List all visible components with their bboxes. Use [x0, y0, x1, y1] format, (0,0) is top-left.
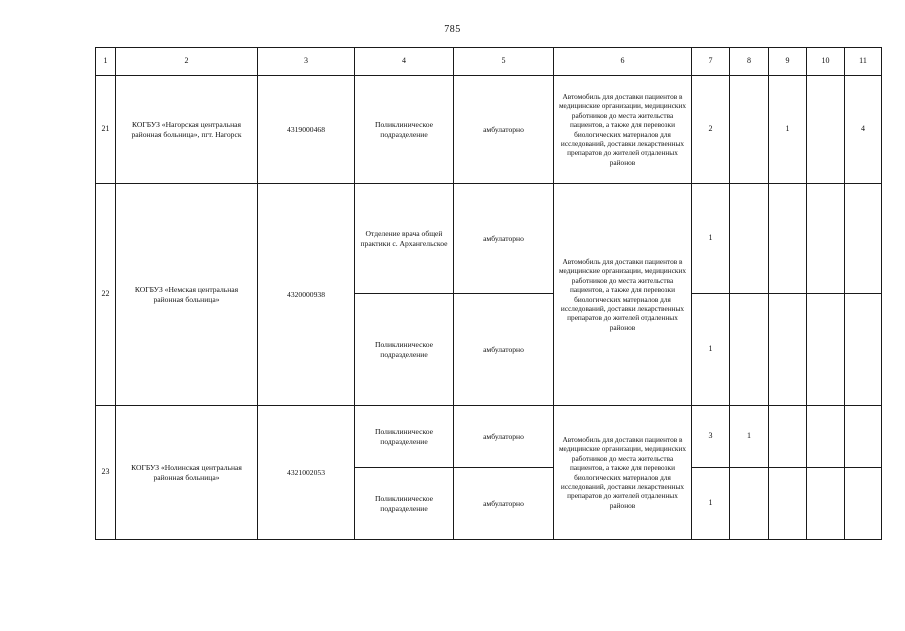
header-cell: 8 [730, 48, 769, 76]
count-col-7: 1 [692, 294, 730, 406]
inn-code: 4320000938 [258, 184, 355, 406]
header-cell: 10 [807, 48, 845, 76]
vehicle-purpose: Автомобиль для доставки пациентов в медицинские организации, медицинских работников до места жительства пациентов, а также для перевозки биологических материалов для исследований, доставки лекарственных препаратов до жителей отдаленных районов [554, 76, 692, 184]
row-number: 22 [96, 184, 116, 406]
subdivision-name: Отделение врача общей практики с. Архангельское [355, 184, 454, 294]
vehicle-purpose: Автомобиль для доставки пациентов в медицинские организации, медицинских работников до места жительства пациентов, а также для перевозки биологических материалов для исследований, доставки лекарственных препаратов до жителей отдаленных районов [554, 184, 692, 406]
count-col-8 [730, 294, 769, 406]
organization-name: КОГБУЗ «Нолинская центральная районная больница» [116, 406, 258, 540]
header-cell: 11 [845, 48, 882, 76]
table-row-22a [96, 184, 882, 294]
page-number: 785 [444, 24, 461, 35]
count-col-7: 3 [692, 406, 730, 468]
header-row [96, 48, 882, 76]
vehicle-allocation-table [95, 47, 882, 540]
subdivision-name: Поликлиническое подразделение [355, 406, 454, 468]
header-cell: 3 [258, 48, 355, 76]
count-col-7: 2 [692, 76, 730, 184]
care-mode: амбулаторно [454, 468, 554, 540]
vehicle-purpose: Автомобиль для доставки пациентов в медицинские организации, медицинских работников до места жительства пациентов, а также для перевозки биологических материалов для исследований, доставки лекарственных препаратов до жителей отдаленных районов [554, 406, 692, 540]
count-col-10 [807, 294, 845, 406]
table-row-23a [96, 406, 882, 468]
header-cell: 6 [554, 48, 692, 76]
subdivision-name: Поликлиническое подразделение [355, 468, 454, 540]
count-col-9: 1 [769, 76, 807, 184]
count-col-8 [730, 76, 769, 184]
header-cell: 7 [692, 48, 730, 76]
count-col-10 [807, 184, 845, 294]
subdivision-name: Поликлиническое подразделение [355, 294, 454, 406]
subdivision-name: Поликлиническое подразделение [355, 76, 454, 184]
count-col-10 [807, 76, 845, 184]
count-col-11 [845, 468, 882, 540]
care-mode: амбулаторно [454, 294, 554, 406]
count-col-8 [730, 184, 769, 294]
header-cell: 4 [355, 48, 454, 76]
count-col-9 [769, 184, 807, 294]
organization-name: КОГБУЗ «Нагорская центральная районная больница», пгт. Нагорск [116, 76, 258, 184]
header-cell: 2 [116, 48, 258, 76]
inn-code: 4321002053 [258, 406, 355, 540]
count-col-9 [769, 468, 807, 540]
care-mode: амбулаторно [454, 76, 554, 184]
inn-code: 4319000468 [258, 76, 355, 184]
row-number: 23 [96, 406, 116, 540]
count-col-8: 1 [730, 406, 769, 468]
row-number: 21 [96, 76, 116, 184]
count-col-11 [845, 406, 882, 468]
count-col-9 [769, 406, 807, 468]
header-cell: 1 [96, 48, 116, 76]
count-col-7: 1 [692, 184, 730, 294]
care-mode: амбулаторно [454, 184, 554, 294]
count-col-11: 4 [845, 76, 882, 184]
count-col-10 [807, 406, 845, 468]
header-cell: 5 [454, 48, 554, 76]
care-mode: амбулаторно [454, 406, 554, 468]
header-cell: 9 [769, 48, 807, 76]
table-row-21 [96, 76, 882, 184]
organization-name: КОГБУЗ «Немская центральная районная больница» [116, 184, 258, 406]
count-col-10 [807, 468, 845, 540]
count-col-11 [845, 184, 882, 294]
count-col-9 [769, 294, 807, 406]
count-col-11 [845, 294, 882, 406]
count-col-8 [730, 468, 769, 540]
count-col-7: 1 [692, 468, 730, 540]
